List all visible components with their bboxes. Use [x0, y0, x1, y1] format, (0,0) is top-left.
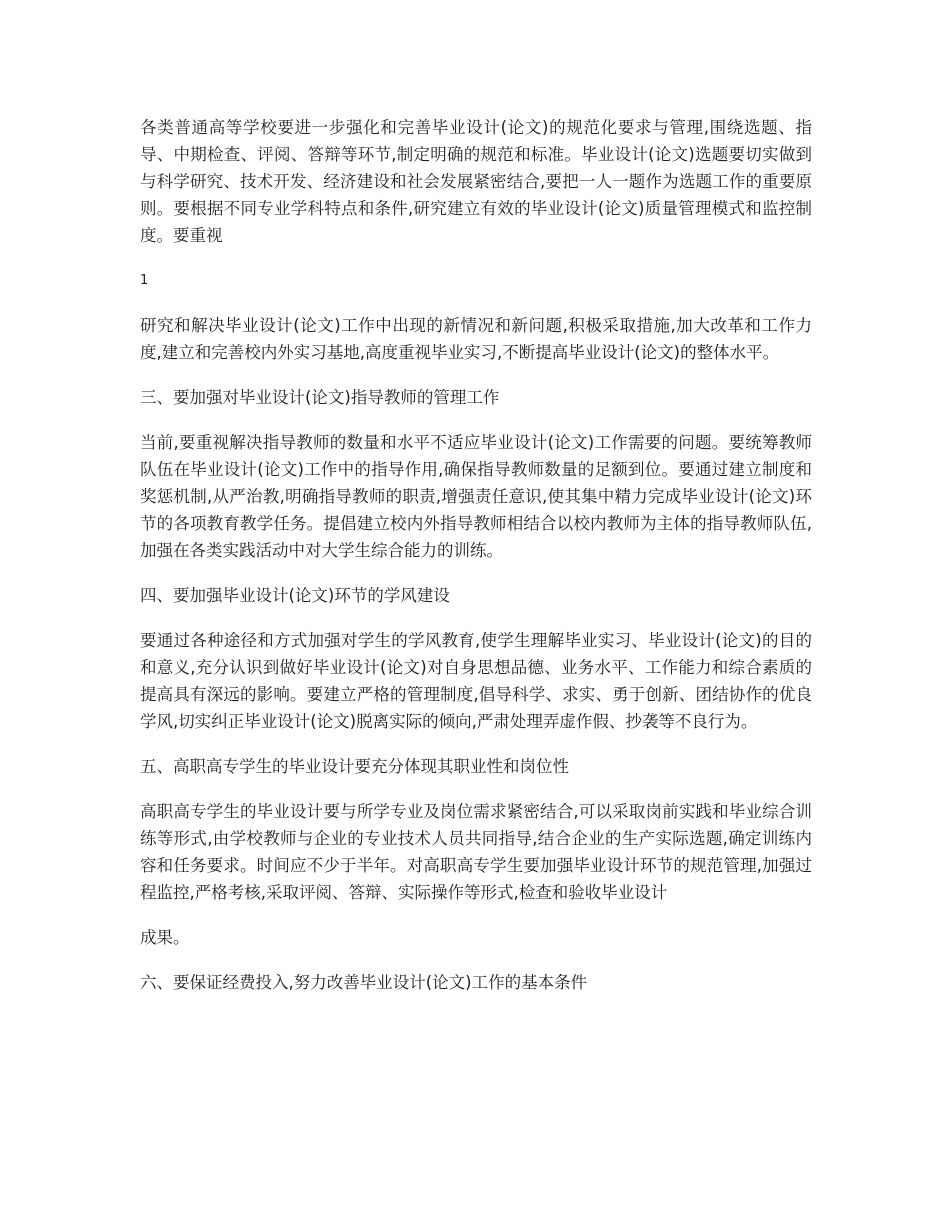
document-page	[140, 114, 812, 996]
paragraph-intro: 各类普通高等学校要进一步强化和完善毕业设计(论文)的规范化要求与管理,围绕选题、指导、中期检查、评阅、答辩等环节,制定明确的规范和标准。毕业设计(论文)选题要切实做到与科学研究、技术开发、经济建设和社会发展紧密结合,要把一人一题作为选题工作的重要原则。要根据不同专业学科特点和条件,研究建立有效的毕业设计(论文)质量管理模式和监控制度。要重视	[140, 118, 812, 245]
paragraph-section-5: 高职高专学生的毕业设计要与所学专业及岗位需求紧密结合,可以采取岗前实践和毕业综合训练等形式,由学校教师与企业的专业技术人员共同指导,结合企业的生产实际选题,确定训练内容和任务要求。时间应不少于半年。对高职高专学生要加强毕业设计环节的规范管理,加强过程监控,严格考核,采取评阅、答辩、实际操作等形式,检查和验收毕业设计	[140, 802, 812, 902]
paragraph-section-4: 要通过各种途径和方式加强对学生的学风教育,使学生理解毕业实习、毕业设计(论文)的目的和意义,充分认识到做好毕业设计(论文)对自身思想品德、业务水平、工作能力和综合素质的提高具有深远的影响。要建立严格的管理制度,倡导科学、求实、勇于创新、团结协作的优良学风,切实纠正毕业设计(论文)脱离实际的倾向,严肃处理弄虚作假、抄袭等不良行为。	[140, 631, 812, 731]
section-heading-5: 五、高职高专学生的毕业设计要充分体现其职业性和岗位性	[140, 757, 569, 776]
section-heading-3: 三、要加强对毕业设计(论文)指导教师的管理工作	[140, 388, 500, 407]
paragraph-section-3: 当前,要重视解决指导教师的数量和水平不适应毕业设计(论文)工作需要的问题。要统筹教师队伍在毕业设计(论文)工作中的指导作用,确保指导教师数量的足额到位。要通过建立制度和奖惩机制,从严治教,明确指导教师的职责,增强责任意识,使其集中精力完成毕业设计(论文)环节的各项教育教学任务。提倡建立校内外指导教师相结合以校内教师为主体的指导教师队伍,加强在各类实践活动中对大学生综合能力的训练。	[140, 433, 812, 560]
section-heading-4: 四、要加强毕业设计(论文)环节的学风建设	[140, 586, 450, 605]
page-number: 1	[140, 273, 149, 288]
paragraph-result: 成果。	[140, 928, 190, 947]
paragraph-research: 研究和解决毕业设计(论文)工作中出现的新情况和新问题,积极采取措施,加大改革和工作力度,建立和完善校内外实习基地,高度重视毕业实习,不断提高毕业设计(论文)的整体水平。	[140, 316, 812, 362]
section-heading-6: 六、要保证经费投入,努力改善毕业设计(论文)工作的基本条件	[140, 973, 588, 992]
